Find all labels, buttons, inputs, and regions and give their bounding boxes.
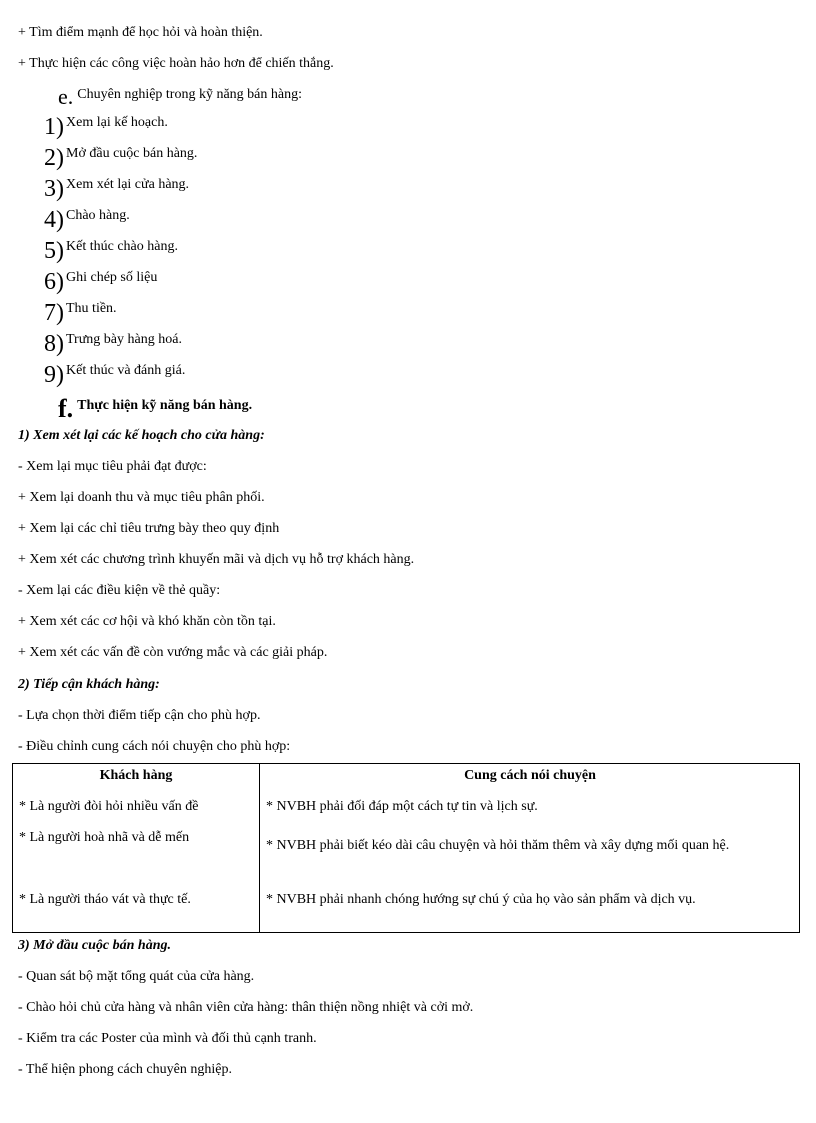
table-cell-manner: * NVBH phải nhanh chóng hướng sự chú ý của họ vào sản phẩm và dịch vụ.: [266, 892, 696, 907]
step-text: Chào hàng.: [66, 208, 130, 223]
step-number: 2): [44, 145, 64, 171]
part3-line: - Chào hỏi chủ cửa hàng và nhân viên cửa hàng: thân thiện nồng nhiệt và cởi mở.: [18, 1000, 474, 1015]
step-item: [44, 362, 185, 389]
section-f-title: Thực hiện kỹ năng bán hàng.: [77, 398, 253, 413]
step-number: 1): [44, 114, 64, 140]
step-number: 5): [44, 238, 64, 264]
table-header-customer: Khách hàng: [99, 768, 173, 783]
part2-heading: 2) Tiếp cận khách hàng:: [18, 677, 160, 692]
part3-line: - Kiểm tra các Poster của mình và đối thủ cạnh tranh.: [18, 1031, 317, 1046]
step-text: Xem lại kế hoạch.: [66, 115, 168, 130]
section-f-heading: [58, 394, 252, 424]
step-text: Thu tiền.: [66, 301, 117, 316]
section-e-title: Chuyên nghiệp trong kỹ năng bán hàng:: [77, 87, 303, 102]
part2-line: - Lựa chọn thời điểm tiếp cận cho phù hợp.: [18, 708, 261, 723]
table-cell-manner: * NVBH phải biết kéo dài câu chuyện và hỏi thăm thêm và xây dựng mối quan hệ.: [266, 838, 730, 853]
step-text: Kết thúc và đánh giá.: [66, 363, 186, 378]
part1-line: + Xem xét các vấn đề còn vướng mắc và các giải pháp.: [18, 645, 328, 660]
part3-line: - Quan sát bộ mặt tổng quát của cửa hàng.: [18, 969, 255, 984]
step-number: 7): [44, 300, 64, 326]
table-cell-customer: * Là người đòi hỏi nhiều vấn đề: [19, 799, 199, 814]
step-number: 4): [44, 207, 64, 233]
step-number: 3): [44, 176, 64, 202]
part1-line: + Xem lại các chỉ tiêu trưng bày theo quy định: [18, 521, 280, 536]
part1-line: - Xem lại mục tiêu phải đạt được:: [18, 459, 207, 474]
part1-line: + Xem lại doanh thu và mục tiêu phân phối.: [18, 490, 265, 505]
step-text: Ghi chép số liệu: [66, 270, 158, 285]
step-item: [44, 238, 178, 265]
section-e-mark: e.: [58, 84, 74, 109]
part1-heading: 1) Xem xét lại các kế hoạch cho cửa hàng:: [18, 428, 265, 443]
step-item: [44, 145, 197, 172]
step-item: [44, 207, 130, 234]
table-cell-customer: * Là người hoà nhã và dễ mến: [19, 830, 190, 845]
step-item: [44, 300, 117, 327]
part3-heading: 3) Mở đầu cuộc bán hàng.: [18, 938, 171, 953]
step-number: 9): [44, 362, 64, 388]
table-cell-customer: * Là người tháo vát và thực tế.: [19, 892, 191, 907]
part1-line: + Xem xét các chương trình khuyến mãi và dịch vụ hỗ trợ khách hàng.: [18, 552, 415, 567]
part1-line: + Xem xét các cơ hội và khó khăn còn tồn tại.: [18, 614, 276, 629]
step-text: Xem xét lại cửa hàng.: [66, 177, 190, 192]
step-number: 6): [44, 269, 64, 295]
table-cell-manner: * NVBH phải đối đáp một cách tự tin và lịch sự.: [266, 799, 538, 814]
conversation-table-frame: [12, 763, 800, 933]
step-text: Kết thúc chào hàng.: [66, 239, 178, 254]
part2-line: - Điều chỉnh cung cách nói chuyện cho phù hợp:: [18, 739, 291, 754]
step-item: [44, 114, 168, 141]
intro-line: + Tìm điểm mạnh để học hỏi và hoàn thiện.: [18, 25, 263, 40]
step-text: Mở đầu cuộc bán hàng.: [66, 146, 198, 161]
step-item: [44, 331, 182, 358]
step-item: [44, 176, 189, 203]
part1-line: - Xem lại các điều kiện về thẻ quầy:: [18, 583, 221, 598]
section-e-heading: [58, 84, 302, 110]
column-divider: [259, 764, 260, 932]
step-text: Trưng bày hàng hoá.: [66, 332, 182, 347]
step-item: [44, 269, 157, 296]
intro-line: + Thực hiện các công việc hoàn hảo hơn để chiến thắng.: [18, 56, 334, 71]
section-f-mark: f.: [58, 394, 74, 423]
step-number: 8): [44, 331, 64, 357]
part3-line: - Thể hiện phong cách chuyên nghiệp.: [18, 1062, 232, 1077]
table-header-manner: Cung cách nói chuyện: [464, 768, 596, 783]
